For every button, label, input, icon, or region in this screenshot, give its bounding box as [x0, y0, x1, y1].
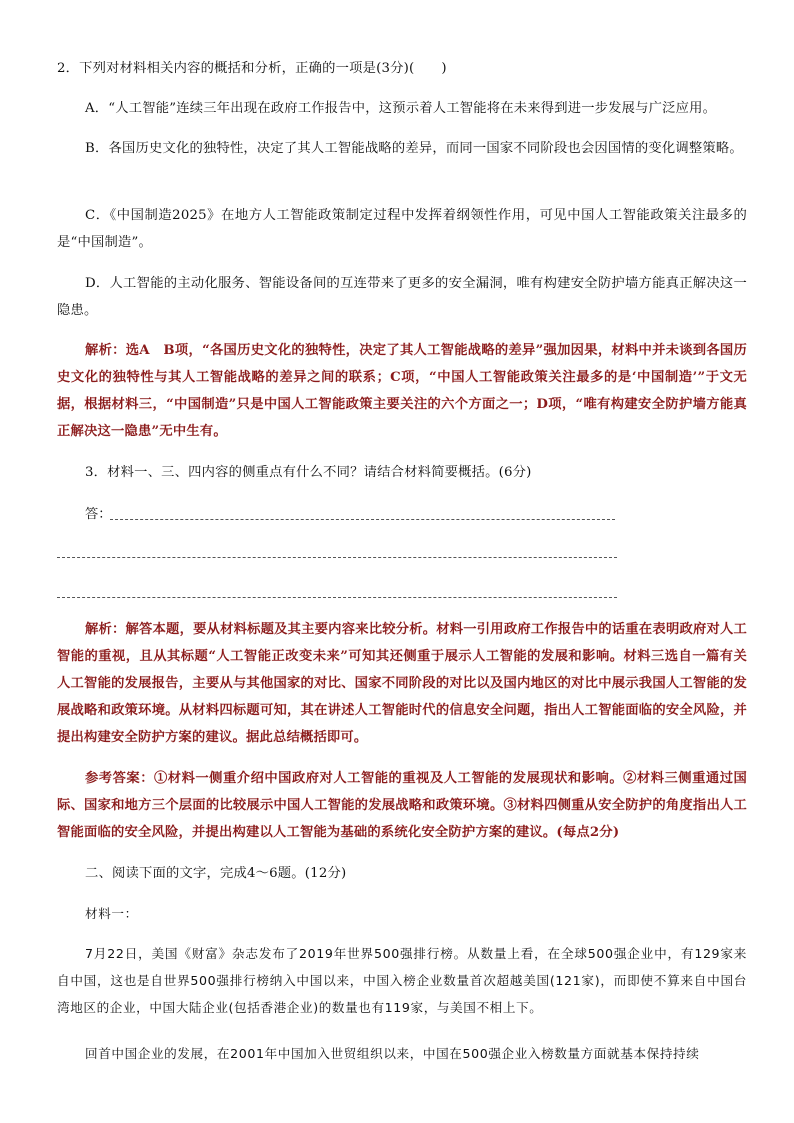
- question-3-analysis: 解析：解答本题，要从材料标题及其主要内容来比较分析。材料一引用政府工作报告中的话重在表明政府对人工智能的重视，且从其标题“人工智能正改变未来”可知其还侧重于展示人工智能的发展和影响。材料三选自一篇有关人工智能的发展报告，主要从与其他国家的对比、国家不同阶段的对比以及国内地区的对比中展示我国人工智能的发展战略和政策环境。从材料四标题可知，其在讲述人工智能时代的信息安全问题，指出人工智能面临的安全风险，并提出构建安全防护方案的建议。据此总结概括即可。: [57, 622, 747, 745]
- answer-line-1: [110, 519, 615, 520]
- material-1-paragraph-2: 回首中国企业的发展，在2001年中国加入世贸组织以来，中国在500强企业入榜数量方面就基本保持持续: [85, 1046, 700, 1061]
- question-3-stem: 3．材料一、三、四内容的侧重点有什么不同？请结合材料简要概括。(6分): [85, 465, 532, 480]
- answer-line-3: [57, 597, 617, 598]
- question-2-option-b: B．各国历史文化的独特性，决定了其人工智能战略的差异，而同一国家不同阶段也会因国情的变化调整策略。: [85, 141, 743, 156]
- answer-label: 答：: [85, 507, 112, 522]
- section-2-heading: 二、阅读下面的文字，完成4～6题。(12分): [85, 866, 347, 881]
- question-2-option-c: C．《中国制造2025》在地方人工智能政策制定过程中发挥着纲领性作用，可见中国人工智能政策关注最多的是“中国制造”。: [57, 208, 747, 250]
- question-3-reference-answer: 参考答案：①材料一侧重介绍中国政府对人工智能的重视及人工智能的发展现状和影响。②材料三侧重通过国际、国家和地方三个层面的比较展示中国人工智能的发展战略和政策环境。③材料四侧重从安全防护的角度指出人工智能面临的安全风险，并提出构建以人工智能为基础的系统化安全防护方案的建议。(每点2分): [57, 771, 747, 840]
- question-2-analysis: 解析：选A B项，“各国历史文化的独特性，决定了其人工智能战略的差异”强加因果，材料中并未谈到各国历史文化的独特性与其人工智能战略的差异之间的联系；C项，“中国人工智能政策关注最多的是‘中国制造’”于文无据，根据材料三，“中国制造”只是中国人工智能政策主要关注的六个方面之一；D项，“唯有构建安全防护墙方能真正解决这一隐患”无中生有。: [57, 343, 747, 439]
- material-1-label: 材料一：: [85, 906, 138, 921]
- material-1-paragraph-1: 7月22日，美国《财富》杂志发布了2019年世界500强排行榜。从数量上看，在全球500强企业中，有129家来自中国，这也是自世界500强排行榜纳入中国以来，中国入榜企业数量首次超越美国(121家)，而即使不算来自中国台湾地区的企业，中国大陆企业(包括香港企业)的数量也有119家，与美国不相上下。: [57, 946, 747, 1015]
- question-2-option-a: A．“人工智能”连续三年出现在政府工作报告中，这预示着人工智能将在未来得到进一步发展与广泛应用。: [85, 101, 717, 116]
- answer-line-2: [57, 557, 617, 558]
- question-2-option-d: D．人工智能的主动化服务、智能设备间的互连带来了更多的安全漏洞，唯有构建安全防护墙方能真正解决这一隐患。: [57, 276, 747, 318]
- question-2-stem: 2．下列对材料相关内容的概括和分析，正确的一项是(3分)( ): [57, 61, 447, 76]
